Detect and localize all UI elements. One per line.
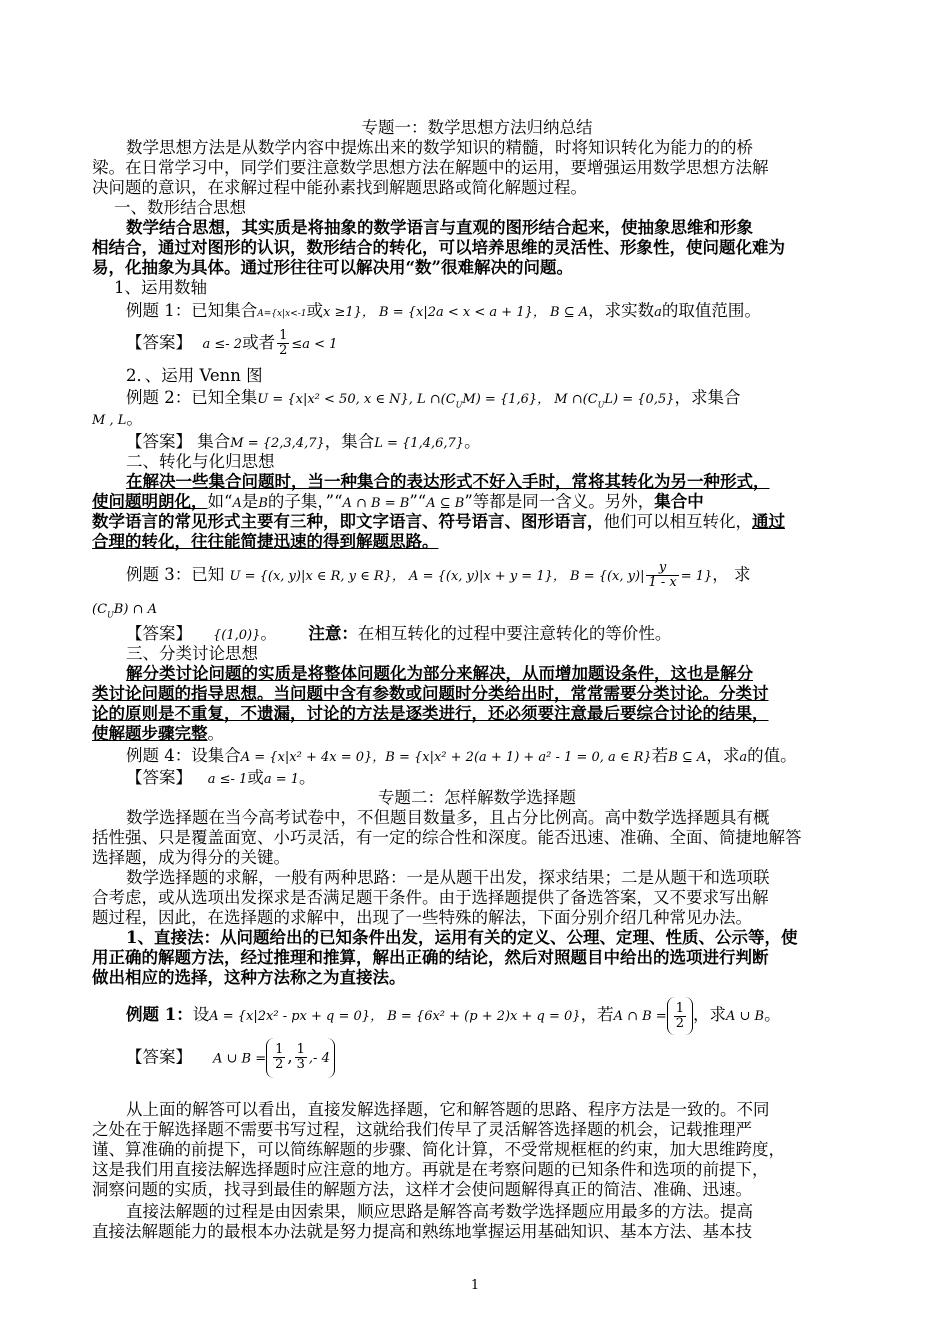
paragraph-line: 合考虑，或从选项出发探求是否满足题干条件。由于选择题提供了备选答案，又不要求写出解 (92, 888, 769, 907)
bold-paragraph-line: 论的原则是不重复，不遗漏，讨论的方法是逐类进行，还必须要注意最后要综合讨论的结果， (92, 704, 769, 723)
bold-paragraph-line: 做出相应的选择，这种方法称之为直接法。 (92, 968, 406, 987)
paragraph-line: 选择题，成为得分的关键。 (92, 848, 290, 867)
bold-paragraph-line: 在解决一些集合问题时，当一种集合的表达形式不好入手时，常将其转化为另一种形式， (126, 472, 770, 491)
math: x ≥1} (323, 305, 362, 320)
paragraph-line: 之处在于解选择题不需要书写过程，这就给我们传早了灵活解答选择题的机会，记载推理严 (92, 1120, 752, 1139)
bold-paragraph-line: 用正确的解题方法，经过推理和推算，解出正确的结论，然后对照题目中给出的选项进行判断 (92, 948, 769, 967)
text: 的取值范围。 (661, 301, 761, 320)
math: M) = {1,6}， M ∩(C (462, 392, 598, 407)
example-2: 例题 2：已知全集U = {x|x² < 50, x ∈ N}, L $\cap(C_UM) = \{1,6\}$， M $\cap(C_UL) = \{0,5\}$，求集合 (126, 388, 741, 410)
intro-line: 决问题的意识，在求解过程中能孙素找到解题思路或简化解题过程。 (92, 178, 587, 197)
bold-paragraph-line: 易，化抽象为具体。通过形往往可以解决用“数”很难解决的问题。 (92, 258, 573, 277)
example-3-cont: $(C_UB)$ ∩ A (92, 602, 157, 620)
answer-1 (126, 326, 337, 362)
paragraph-line: 直接法解题的过程是由因索果，顺应思路是解答高考数学选择题应用最多的方法。提高 (126, 1202, 753, 1221)
math: U = {x|x² < 50, x ∈ N}, L ∩(C (257, 392, 456, 407)
bold-paragraph-line: 相结合，通过对图形的认识，数形结合的转化，可以培养思维的灵活性、形象性，使问题化难为 (92, 238, 785, 257)
text: ，求集合 (674, 388, 741, 407)
math: ≤a < 1 (291, 337, 338, 352)
paragraph-line: 括性强、只是覆盖面宽、小巧灵活，有一定的综合性和深度。能否迅速、准确、全面、简捷地解答 (92, 828, 802, 847)
paragraph-line: 从上面的解答可以看出，直接发解选择题，它和解答题的思路、程序方法是一致的。不同 (126, 1100, 770, 1119)
paragraph-line: 谨、算准确的前提下，可以简练解题的步骤、简化计算，不受常规框框的约束，加大思维跨度， (92, 1140, 785, 1159)
answer-label: 【答案】 (126, 624, 192, 643)
answer-label: 【答案】 (126, 333, 192, 352)
answer-label: 【答案】 (126, 768, 192, 787)
math: a ≤- 2 (202, 337, 243, 352)
answer-2: 【答案】 集合M = {2,3,4,7}，集合L = {1,4,6,7}。 (126, 432, 481, 451)
fraction: $\frac{y}{1 - x}$ (648, 560, 677, 590)
paragraph-line: 使问题明朗化，如“A是B的子集，”“A ∩ B = B”“A ⊆ B”等都是同一含义。另外，集合中 (92, 492, 704, 511)
paragraph-line: 洞察问题的实质，找寻到最佳的解题方法，这样才会使问题解得真正的简洁、准确、迅速。 (92, 1180, 752, 1199)
bold-paragraph-line: 数学结合思想，其实质是将抽象的数学语言与直观的图形结合起来，使抽象思维和形象 (126, 218, 753, 237)
paragraph-line: 直接法解题能力的最根本办法就是努力提高和熟练地掌握运用基础知识、基本方法、基本技 (92, 1222, 752, 1241)
bold-paragraph-line: 1、直接法：从问题给出的已知条件出发，运用有关的定义、公理、定理、性质、公示等，使 (126, 928, 798, 947)
section-heading: 二、转化与化归思想 (126, 452, 275, 471)
paragraph-line: 数学选择题在当今高考试卷中，不但题目数量多，且占分比例高。高中数学选择题具有概 (126, 808, 770, 827)
example-3: 例题 3：已知 U = {(x, y)|x ∈ R, y ∈ R}， A = {(x, y)|x + y = 1}， B = {(x, y)| $\frac{y}{1 - x}$ = 1}， 求 (126, 560, 751, 590)
answer-5: 【答案】 A ∪ B = $\frac{1}{2}$ , $\frac{1}{3}$ ,- 4 (126, 1038, 335, 1079)
bold-paragraph-line: 类讨论问题的指导思想。当问题中含有参数或问题时分类给出时，常常需要分类讨论。分类讨 (92, 684, 769, 703)
section-heading: 一、数形结合思想 (114, 198, 246, 217)
subsection-heading: 1、运用数轴 (114, 278, 207, 297)
section-heading: 三、分类讨论思想 (126, 644, 258, 663)
text: ，求实数 (588, 301, 655, 320)
example-label: 例题 1：已知集合 (126, 301, 258, 320)
math: ， B ⊆ A (532, 305, 589, 320)
example-label: 例题 2：已知全集 (126, 388, 258, 407)
answer-label: 【答案】 (126, 432, 192, 451)
intro-line: 梁。在日常学习中，同学们要注意数学思想方法在解题中的运用，要增强运用数学思想方法解 (92, 158, 769, 177)
answer-4: 【答案】 a ≤- 1或a = 1。 (126, 768, 316, 787)
answer-3: 【答案】 {(1,0)}。 注意：在相互转化的过程中要注意转化的等价性。 (126, 624, 672, 643)
paragraph-line: 数学语言的常见形式主要有三种，即文字语言、符号语言、图形语言，他们可以相互转化，通过 (92, 512, 785, 531)
paragraph-line: 题过程，因此，在选择题的求解中，出现了一些特殊的解法，下面分别介绍几种常见办法。 (92, 908, 752, 927)
example-2-cont: M , L。 (92, 409, 143, 428)
paragraph-line: 使解题步骤完整。 (92, 724, 224, 743)
subsection-heading: 2．、运用 Venn 图 (126, 366, 263, 385)
text: 或者 (242, 333, 276, 352)
title-1: 专题一：数学思想方法归纳总结 (361, 118, 593, 137)
answer-label: 【答案】 (126, 1047, 192, 1067)
example-label: 例题 3：已知 (126, 565, 225, 584)
math: L) = {0,5} (604, 392, 675, 407)
bold-paragraph-line: 合理的转化，往往能简捷迅速的得到解题思路。 (92, 532, 439, 551)
set-brace: $\frac{1}{2}$ , $\frac{1}{3}$ ,- 4 (266, 1038, 335, 1078)
intro-line: 数学思想方法是从数学内容中提炼出来的数学知识的精髓，时将知识转化为能力的的桥 (126, 138, 753, 157)
set-brace: $\frac{1}{2}$ (667, 997, 693, 1035)
title-2: 专题二：怎样解数学选择题 (378, 788, 576, 807)
fraction: $\frac{1}{2}$ (279, 328, 288, 358)
paragraph-line: 数学选择题的求解，一般有两种思路：一是从题干出发，探求结果；二是从题干和选项联 (126, 868, 770, 887)
math: A={x|x<-1 (257, 309, 307, 319)
math: ， B = {x|2a < x < a + 1} (361, 305, 533, 320)
example-label: 例题 1： (126, 1005, 193, 1024)
example-label: 例题 4：设集合 (126, 746, 241, 765)
paragraph-line: 这是我们用直接法解选择题时应注意的地方。再就是在考察问题的已知条件和选项的前提下， (92, 1160, 769, 1179)
math: a (654, 305, 662, 320)
bold-paragraph-line: 解分类讨论问题的实质是将整体问题化为部分来解决，从而增加题设条件，这也是解分 (126, 664, 753, 683)
example-4: 例题 4：设集合A = {x|x² + 4x = 0}，B = {x|x² + 2(a + 1) + a² - 1 = 0, a ∈ R}若B ⊆ A，求a的值。 (126, 746, 797, 765)
text: 或 (306, 301, 324, 320)
page-number: 1 (470, 1278, 480, 1293)
example-5: 例题 1：设A = {x|2x² - px + q = 0}， B = {6x² + (p + 2)x + q = 0}，若A ∩ B = $\frac{1}{2}$ ，求A ∪ B。 (126, 996, 781, 1036)
example-1 (126, 301, 761, 324)
